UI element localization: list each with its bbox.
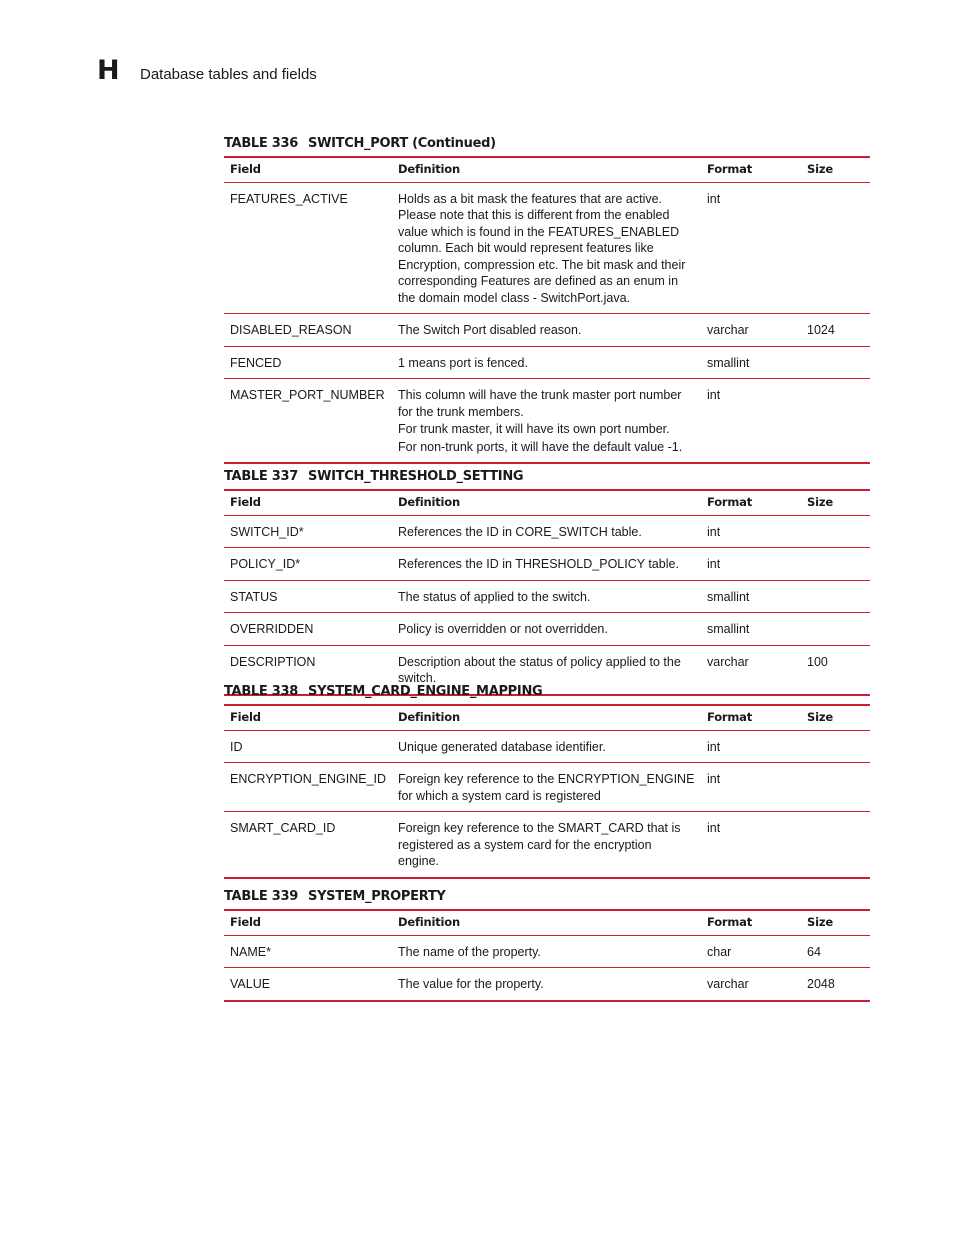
table-name: SYSTEM_PROPERTY	[308, 889, 446, 904]
cell-field: OVERRIDDEN	[224, 613, 392, 646]
cell-definition	[392, 935, 701, 968]
cell-field: NAME*	[224, 935, 392, 968]
column-header: Definition	[392, 910, 701, 935]
table-name: SYSTEM_CARD_ENGINE_MAPPING	[308, 684, 543, 699]
table-row	[224, 812, 870, 878]
table-row	[224, 763, 870, 812]
cell-definition	[392, 968, 701, 1001]
cell-format: int	[701, 379, 801, 464]
cell-field: STATUS	[224, 580, 392, 613]
table-row	[224, 613, 870, 646]
cell-size	[801, 613, 870, 646]
definition-line: Holds as a bit mask the features that are active. Please note that this is different from the enabled value which is found in the FEATURES_ENABLED column. Each bit would represent features like Encryption, compression etc. The bit mask and their corresponding Features are defined as an enum in the domain model class - SwitchPort.java.	[398, 191, 686, 305]
cell-field: FEATURES_ACTIVE	[224, 182, 392, 314]
cell-definition	[392, 730, 701, 763]
cell-format: varchar	[701, 314, 801, 347]
definition-line: Description about the status of policy applied to the switch.	[398, 654, 681, 685]
column-header: Size	[801, 910, 870, 935]
table-name: SWITCH_THRESHOLD_SETTING	[308, 469, 524, 484]
column-header: Format	[701, 157, 801, 182]
column-header: Format	[701, 910, 801, 935]
column-header: Definition	[392, 157, 701, 182]
cell-size	[801, 730, 870, 763]
cell-size: 64	[801, 935, 870, 968]
table-row	[224, 968, 870, 1001]
cell-field: MASTER_PORT_NUMBER	[224, 379, 392, 464]
cell-definition	[392, 580, 701, 613]
table-number: TABLE 337	[224, 469, 298, 484]
table-337	[224, 469, 870, 696]
cell-format: varchar	[701, 968, 801, 1001]
definition-line: The value for the property.	[398, 977, 544, 991]
cell-size: 1024	[801, 314, 870, 347]
column-header: Definition	[392, 490, 701, 515]
cell-definition	[392, 613, 701, 646]
table-row	[224, 580, 870, 613]
appendix-letter: H	[97, 55, 120, 86]
cell-size	[801, 379, 870, 464]
cell-field: FENCED	[224, 346, 392, 379]
cell-format: int	[701, 812, 801, 878]
cell-size: 2048	[801, 968, 870, 1001]
cell-format: int	[701, 515, 801, 548]
cell-definition	[392, 314, 701, 347]
table-caption	[224, 684, 870, 704]
cell-field: DESCRIPTION	[224, 645, 392, 695]
definition-line: Foreign key reference to the ENCRYPTION_ENGINE for which a system card is registered	[398, 772, 695, 803]
table-339	[224, 889, 870, 1002]
cell-format: int	[701, 548, 801, 581]
cell-format: int	[701, 182, 801, 314]
cell-field: ENCRYPTION_ENGINE_ID	[224, 763, 392, 812]
cell-definition	[392, 182, 701, 314]
cell-size	[801, 580, 870, 613]
cell-format: char	[701, 935, 801, 968]
table-number: TABLE 338	[224, 684, 298, 699]
table-row	[224, 314, 870, 347]
column-header: Size	[801, 157, 870, 182]
table-caption	[224, 469, 870, 489]
column-header: Field	[224, 705, 392, 730]
cell-size	[801, 812, 870, 878]
cell-field: SMART_CARD_ID	[224, 812, 392, 878]
table-caption	[224, 136, 870, 156]
definition-line: For non-trunk ports, it will have the default value -1.	[398, 439, 683, 454]
cell-format: smallint	[701, 580, 801, 613]
table-header-row	[224, 157, 870, 182]
cell-field: SWITCH_ID*	[224, 515, 392, 548]
table-row	[224, 548, 870, 581]
column-header: Field	[224, 157, 392, 182]
definition-line: The Switch Port disabled reason.	[398, 323, 582, 337]
cell-format: int	[701, 763, 801, 812]
cell-field: DISABLED_REASON	[224, 314, 392, 347]
table-row	[224, 379, 870, 464]
column-header: Format	[701, 705, 801, 730]
definition-line: The name of the property.	[398, 944, 541, 959]
definition-line: 1 means port is fenced.	[398, 355, 528, 370]
cell-format: varchar	[701, 645, 801, 695]
table-row	[224, 182, 870, 314]
definition-line: Policy is overridden or not overridden.	[398, 622, 608, 636]
table-name: SWITCH_PORT (Continued)	[308, 136, 496, 151]
table-caption	[224, 889, 870, 909]
cell-format: smallint	[701, 613, 801, 646]
cell-size	[801, 182, 870, 314]
definition-line: Unique generated database identifier.	[398, 739, 606, 754]
cell-size	[801, 763, 870, 812]
cell-format: smallint	[701, 346, 801, 379]
cell-size	[801, 346, 870, 379]
table-header-row	[224, 490, 870, 515]
page-header-title: Database tables and fields	[140, 66, 317, 83]
table-header-row	[224, 705, 870, 730]
definition-line: References the ID in THRESHOLD_POLICY table.	[398, 557, 679, 571]
table-header-row	[224, 910, 870, 935]
cell-definition	[392, 515, 701, 548]
data-table	[224, 156, 870, 464]
cell-size	[801, 515, 870, 548]
definition-line: Foreign key reference to the SMART_CARD that is registered as a system card for the encryption engine.	[398, 821, 681, 868]
definition-line: For trunk master, it will have its own port number.	[398, 422, 670, 436]
column-header: Definition	[392, 705, 701, 730]
cell-field: POLICY_ID*	[224, 548, 392, 581]
column-header: Format	[701, 490, 801, 515]
cell-size	[801, 548, 870, 581]
cell-definition	[392, 346, 701, 379]
table-row	[224, 515, 870, 548]
definition-line: The status of applied to the switch.	[398, 589, 591, 604]
cell-size: 100	[801, 645, 870, 695]
table-row	[224, 935, 870, 968]
definition-line: This column will have the trunk master port number for the trunk members.	[398, 388, 682, 419]
data-table	[224, 704, 870, 879]
cell-format: int	[701, 730, 801, 763]
table-number: TABLE 339	[224, 889, 298, 904]
column-header: Field	[224, 490, 392, 515]
data-table	[224, 489, 870, 696]
data-table	[224, 909, 870, 1002]
definition-line: References the ID in CORE_SWITCH table.	[398, 524, 642, 539]
table-row	[224, 346, 870, 379]
column-header: Size	[801, 490, 870, 515]
cell-definition	[392, 548, 701, 581]
table-row	[224, 730, 870, 763]
table-336	[224, 136, 870, 464]
cell-definition	[392, 379, 701, 464]
table-338	[224, 684, 870, 879]
column-header: Size	[801, 705, 870, 730]
cell-field: ID	[224, 730, 392, 763]
column-header: Field	[224, 910, 392, 935]
table-number: TABLE 336	[224, 136, 298, 151]
cell-definition	[392, 763, 701, 812]
cell-field: VALUE	[224, 968, 392, 1001]
cell-definition	[392, 812, 701, 878]
